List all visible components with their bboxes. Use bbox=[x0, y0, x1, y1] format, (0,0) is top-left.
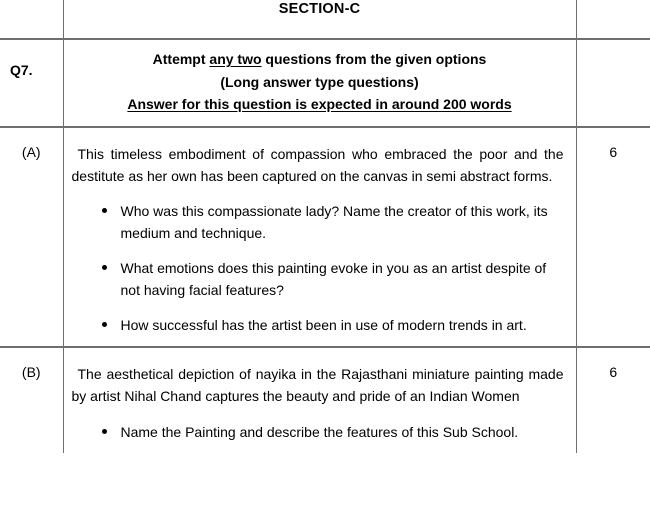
list-item-text: How successful has the artist been in use of modern trends in art. bbox=[120, 316, 527, 333]
table-row-q7-instructions bbox=[0, 39, 650, 127]
section-header-title: SECTION-C bbox=[278, 1, 361, 17]
bullet-dot-icon bbox=[102, 322, 107, 327]
option-b-content bbox=[64, 348, 576, 453]
table-row-section-header bbox=[0, 0, 650, 39]
instruction-line-type: (Long answer type questions) bbox=[220, 73, 419, 90]
table-row-option-b bbox=[0, 347, 650, 453]
instruction-attempt-prefix: Attempt bbox=[152, 51, 210, 67]
option-a-marks-cell bbox=[576, 127, 650, 347]
instruction-attempt-emphasis: any two bbox=[209, 51, 262, 67]
option-a-label: (A) bbox=[21, 144, 41, 160]
section-row-marks-cell bbox=[576, 0, 650, 39]
option-b-body-cell bbox=[63, 347, 576, 453]
option-b-paragraph: The aesthetical depiction of nayika in the Rajasthani miniature painting made by artist Nihal Chand captures the beauty and pride of an Indian Women bbox=[71, 366, 564, 405]
q7-marks-value bbox=[577, 40, 650, 56]
q7-marks-cell bbox=[576, 39, 650, 127]
list-item-text: Who was this compassionate lady? Name the creator of this work, its medium and technique. bbox=[120, 203, 548, 242]
list-item-text: Name the Painting and describe the features of this Sub School. bbox=[120, 423, 519, 440]
option-b-marks-value: 6 bbox=[609, 364, 618, 381]
instruction-attempt-suffix: questions from the given options bbox=[261, 51, 487, 67]
section-row-body-cell bbox=[63, 0, 576, 39]
list-item-text: What emotions does this painting evoke in you as an artist despite of not having facial features? bbox=[120, 259, 547, 298]
section-row-label-cell bbox=[0, 0, 63, 39]
bullet-dot-icon bbox=[102, 208, 107, 213]
list-item bbox=[102, 315, 564, 337]
option-b-bullet-list bbox=[72, 422, 564, 444]
list-item bbox=[102, 422, 564, 444]
q7-instructions-cell bbox=[63, 39, 576, 127]
option-b-label: (B) bbox=[21, 364, 41, 381]
instruction-line-wordcount: Answer for this question is expected in around 200 words bbox=[127, 96, 512, 113]
option-a-content bbox=[64, 128, 576, 346]
option-a-bullet-list bbox=[72, 201, 564, 336]
question-number-label: Q7. bbox=[10, 62, 33, 78]
table-row-option-a bbox=[0, 127, 650, 347]
option-a-body-cell bbox=[63, 127, 576, 347]
list-item bbox=[102, 201, 564, 245]
q7-instruction-block bbox=[64, 40, 576, 122]
option-b-label-cell bbox=[0, 347, 63, 453]
option-a-label-cell bbox=[0, 127, 63, 347]
bullet-dot-icon bbox=[102, 265, 107, 270]
option-b-marks-cell bbox=[576, 347, 650, 453]
list-item bbox=[102, 258, 564, 302]
bullet-dot-icon bbox=[102, 429, 107, 434]
option-a-marks-value: 6 bbox=[609, 144, 618, 160]
option-a-paragraph: This timeless embodiment of compassion who embraced the poor and the destitute as her own has been captured on the canvas in semi abstract forms. bbox=[71, 146, 564, 185]
q7-number-cell bbox=[0, 39, 63, 127]
instruction-line-attempt bbox=[74, 48, 566, 71]
